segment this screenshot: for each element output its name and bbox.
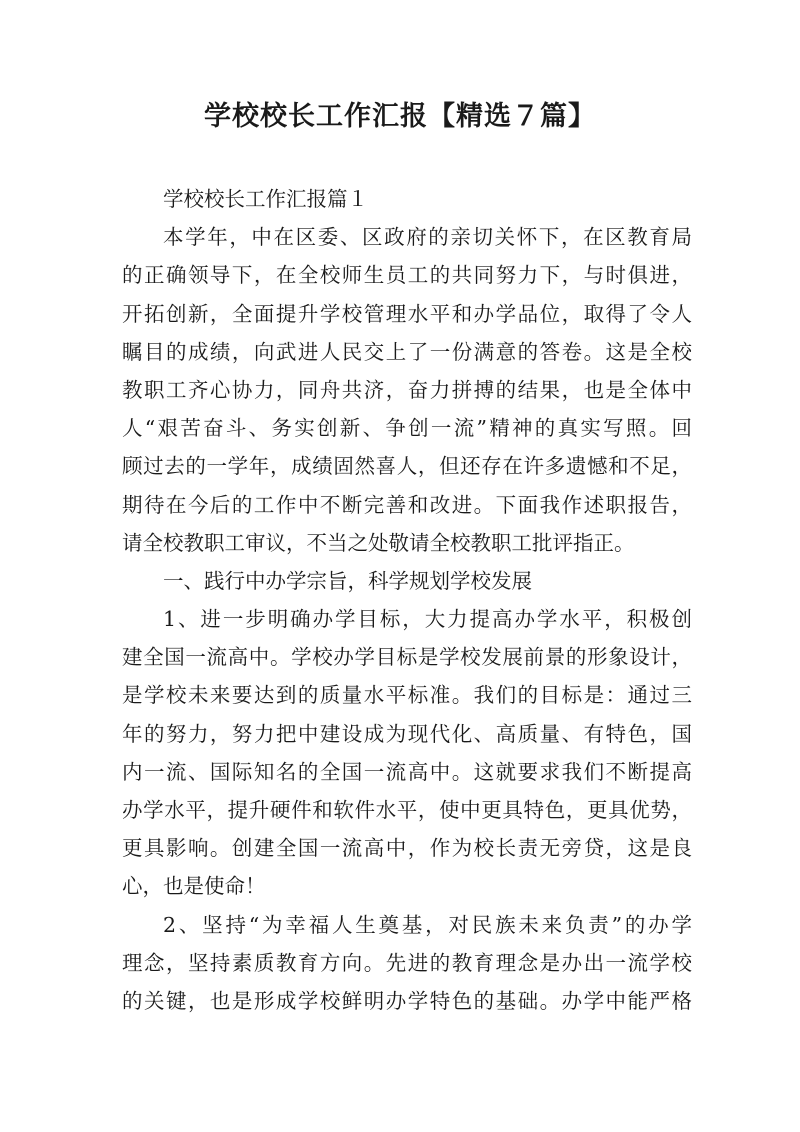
paragraph-line: 理念，坚持素质教育方向。先进的教育理念是办出一流学校 — [122, 950, 692, 975]
paragraph-line: 内一流、国际知名的全国一流高中。这就要求我们不断提高 — [122, 759, 692, 784]
paragraph-line: 建全国一流高中。学校办学目标是学校发展前景的形象设计， — [122, 645, 692, 670]
paragraph-line: 期待在今后的工作中不断完善和改进。下面我作述职报告， — [122, 492, 692, 517]
paragraph-line: 心，也是使命！ — [122, 874, 266, 899]
section-heading: 一、践行中办学宗旨，科学规划学校发展 — [163, 568, 532, 593]
paragraph-line: 瞩目的成绩，向武进人民交上了一份满意的答卷。这是全校 — [122, 339, 692, 364]
document-title: 学校校长工作汇报【精选７篇】 — [204, 101, 596, 132]
paragraph-line: 请全校教职工审议，不当之处敬请全校教职工批评指正。 — [122, 530, 635, 555]
paragraph-line: 开拓创新，全面提升学校管理水平和办学品位，取得了令人 — [122, 301, 692, 326]
paragraph-line: 顾过去的一学年，成绩固然喜人，但还存在许多遗憾和不足， — [122, 454, 692, 479]
section-heading: 学校校长工作汇报篇１ — [163, 187, 368, 211]
paragraph-line: 人“艰苦奋斗、务实创新、争创一流”精神的真实写照。回 — [122, 416, 692, 441]
paragraph-line: 更具影响。创建全国一流高中，作为校长责无旁贷，这是良 — [122, 836, 692, 861]
paragraph-line: 教职工齐心协力，同舟共济，奋力拼搏的结果，也是全体中 — [122, 377, 692, 402]
paragraph-line: 的关键，也是形成学校鲜明办学特色的基础。办学中能严格 — [122, 988, 692, 1013]
paragraph-line: 2、坚持“为幸福人生奠基，对民族未来负责”的办学 — [163, 912, 692, 937]
paragraph-line: 是学校未来要达到的质量水平标准。我们的目标是：通过三 — [122, 683, 692, 708]
paragraph-line: 1、进一步明确办学目标，大力提高办学水平，积极创 — [163, 607, 692, 632]
document-body — [122, 180, 692, 1020]
paragraph-line: 年的努力，努力把中建设成为现代化、高质量、有特色，国 — [122, 721, 692, 746]
paragraph-line: 办学水平，提升硬件和软件水平，使中更具特色，更具优势， — [122, 798, 692, 822]
paragraph-line: 的正确领导下，在全校师生员工的共同努力下，与时俱进， — [122, 263, 692, 288]
paragraph-line: 本学年，中在区委、区政府的亲切关怀下，在区教育局 — [163, 225, 692, 250]
